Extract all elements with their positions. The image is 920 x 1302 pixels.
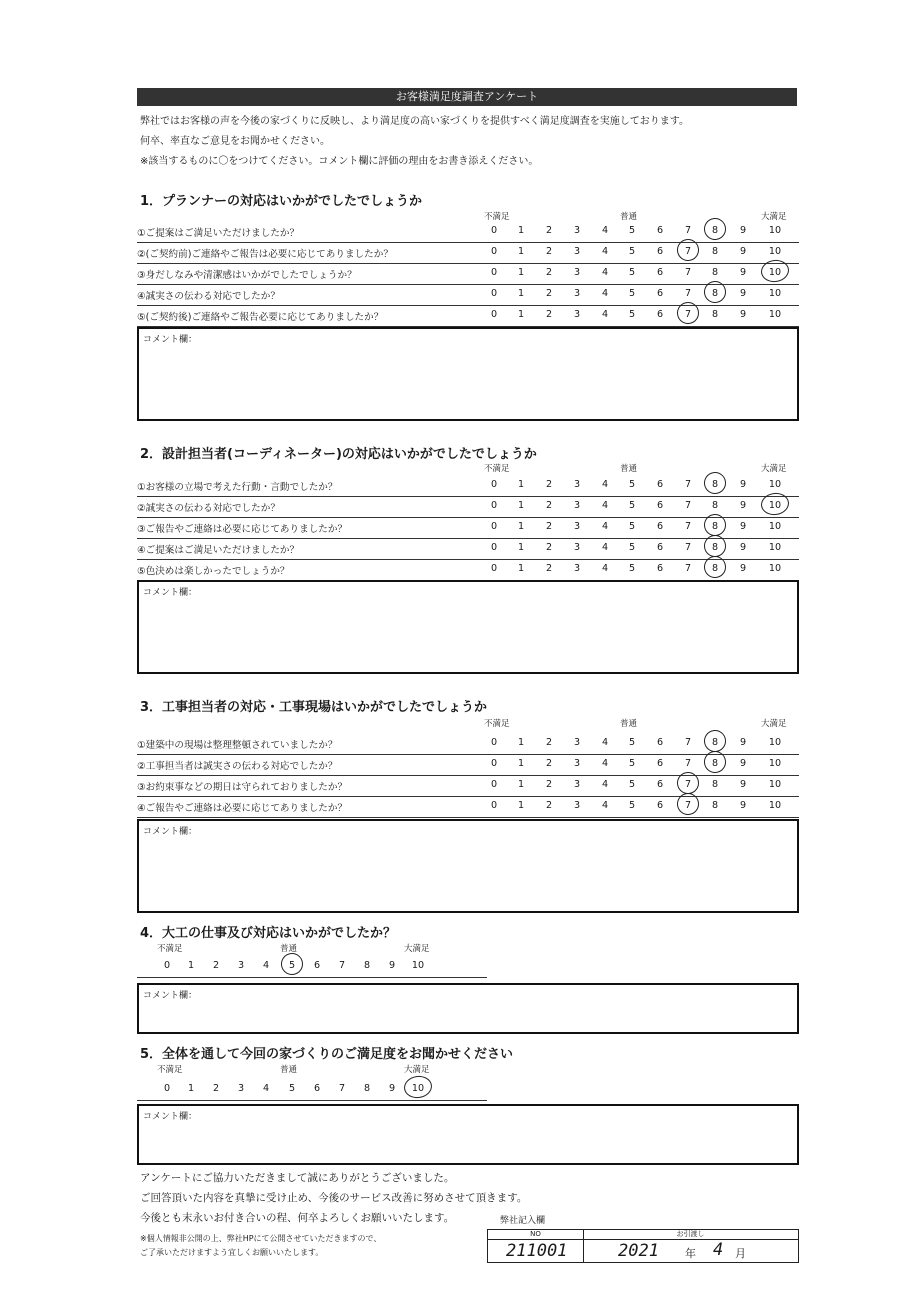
scale-option-4[interactable]: 4 [601,267,609,278]
comment-box[interactable] [137,327,799,421]
question-text: ④誠実さの伝わる対応でしたか？ [137,291,280,302]
scale-option-2[interactable]: 2 [545,542,553,553]
scale-option-7[interactable]: 7 [684,542,692,553]
scale-option-9[interactable]: 9 [739,500,747,511]
scale-option-0[interactable]: 0 [490,737,498,748]
scale-option-7[interactable]: 7 [684,563,692,574]
scale-option-0[interactable]: 0 [490,542,498,553]
scale-option-8[interactable]: 8 [711,542,719,553]
scale-option-3[interactable]: 3 [573,521,581,532]
rating-row [137,957,487,978]
scale-option-9[interactable]: 9 [739,479,747,490]
question-row [137,285,799,306]
scale-option-9[interactable]: 9 [739,267,747,278]
scale-option-7[interactable]: 7 [684,246,692,257]
scale-option-10[interactable]: 10 [768,800,782,811]
comment-label: コメント欄： [143,991,198,1001]
scale-option-4[interactable]: 4 [601,800,609,811]
scale-option-3[interactable]: 3 [573,779,581,790]
comment-label: コメント欄： [143,335,198,345]
scale-option-9[interactable]: 9 [739,288,747,299]
scale-option-8[interactable]: 8 [711,779,719,790]
intro-line-2: 何卒、率直なご意見をお聞かせください。 [140,136,330,147]
question-row [137,734,799,755]
scale-option-0[interactable]: 0 [490,563,498,574]
scale-option-4[interactable]: 4 [601,779,609,790]
scale-option-7[interactable]: 7 [684,800,692,811]
scale-option-5[interactable]: 5 [288,960,296,971]
scale-option-6[interactable]: 6 [656,563,664,574]
question-text: ⑤(ご契約後)ご連絡やご報告必要に応じてありましたか？ [137,312,384,323]
question-text: ④ご報告やご連絡は必要に応じてありましたか？ [137,803,348,814]
scale-option-10[interactable]: 10 [768,500,782,511]
scale-label-mid: 普通 [620,212,638,222]
scale-option-5[interactable]: 5 [628,542,636,553]
scale-option-1[interactable]: 1 [517,779,525,790]
question-row [137,560,799,581]
scale-option-4[interactable]: 4 [601,246,609,257]
privacy-note-1: ※個人情報非公開の上、弊社HPにて公開させていただきますので、 [140,1234,382,1243]
scale-option-6[interactable]: 6 [656,542,664,553]
scale-option-4[interactable]: 4 [262,1083,270,1094]
office-year-unit: 年 [685,1247,696,1260]
scale-option-7[interactable]: 7 [684,267,692,278]
scale-option-1[interactable]: 1 [517,500,525,511]
scale-option-4[interactable]: 4 [601,758,609,769]
comment-box[interactable] [137,1104,799,1165]
scale-option-1[interactable]: 1 [187,1083,195,1094]
selected-answer-circle [403,1074,434,1100]
section-heading: 5．全体を通して今回の家づくりのご満足度をお聞かせください [140,1047,514,1062]
scale-option-3[interactable]: 3 [573,309,581,320]
scale-option-10[interactable]: 10 [768,737,782,748]
scale-option-0[interactable]: 0 [490,758,498,769]
scale-label-high: 大満足 [404,1065,430,1075]
section-heading: 3．工事担当者の対応・工事現場はいかがでしたでしょうか [140,700,488,715]
scale-option-3[interactable]: 3 [237,960,245,971]
scale-option-10[interactable]: 10 [768,758,782,769]
scale-option-2[interactable]: 2 [545,246,553,257]
footer-commitment: ご回答頂いた内容を真摯に受け止め、今後のサービス改善に努めさせて頂きます。 [140,1192,528,1204]
scale-option-5[interactable]: 5 [628,309,636,320]
section-heading: 2．設計担当者(コーディネーター)の対応はいかがでしたでしょうか [140,447,537,462]
scale-option-5[interactable]: 5 [628,563,636,574]
scale-option-7[interactable]: 7 [684,737,692,748]
scale-option-3[interactable]: 3 [573,246,581,257]
scale-option-3[interactable]: 3 [573,288,581,299]
scale-option-3[interactable]: 3 [573,267,581,278]
scale-option-0[interactable]: 0 [490,521,498,532]
scale-option-4[interactable]: 4 [601,288,609,299]
scale-option-7[interactable]: 7 [684,758,692,769]
scale-option-1[interactable]: 1 [517,800,525,811]
scale-option-5[interactable]: 5 [628,800,636,811]
scale-option-8[interactable]: 8 [711,246,719,257]
scale-option-0[interactable]: 0 [163,1083,171,1094]
question-text: ②誠実さの伝わる対応でしたか？ [137,503,280,514]
scale-option-6[interactable]: 6 [656,246,664,257]
scale-option-1[interactable]: 1 [517,288,525,299]
question-row [137,264,799,285]
scale-option-5[interactable]: 5 [628,500,636,511]
scale-option-1[interactable]: 1 [187,960,195,971]
scale-option-10[interactable]: 10 [768,267,782,278]
scale-option-2[interactable]: 2 [545,758,553,769]
scale-option-0[interactable]: 0 [490,500,498,511]
scale-option-1[interactable]: 1 [517,309,525,320]
scale-label-high: 大満足 [761,464,787,474]
scale-option-7[interactable]: 7 [684,779,692,790]
question-row [137,755,799,776]
scale-option-1[interactable]: 1 [517,521,525,532]
scale-option-3[interactable]: 3 [573,758,581,769]
question-row [137,306,799,327]
scale-option-8[interactable]: 8 [711,521,719,532]
office-no-header: NO [488,1230,584,1240]
comment-label: コメント欄： [143,588,198,598]
scale-option-0[interactable]: 0 [490,225,498,236]
scale-option-1[interactable]: 1 [517,542,525,553]
scale-option-3[interactable]: 3 [573,563,581,574]
scale-option-2[interactable]: 2 [545,479,553,490]
intro-line-1: 弊社ではお客様の声を今後の家づくりに反映し、より満足度の高い家づくりを提供すべく満足度調査を実施しております。 [140,116,689,127]
scale-option-8[interactable]: 8 [711,500,719,511]
scale-option-10[interactable]: 10 [768,225,782,236]
office-no-value: 211001 [506,1241,568,1261]
survey-title: お客様満足度調査アンケート [137,88,797,106]
scale-option-6[interactable]: 6 [656,267,664,278]
scale-label-mid: 普通 [280,1065,298,1075]
scale-option-8[interactable]: 8 [711,288,719,299]
scale-option-8[interactable]: 8 [711,563,719,574]
question-row [137,776,799,797]
scale-option-0[interactable]: 0 [490,779,498,790]
question-row [137,797,799,818]
scale-option-3[interactable]: 3 [573,479,581,490]
scale-option-8[interactable]: 8 [363,960,371,971]
scale-option-6[interactable]: 6 [656,479,664,490]
scale-option-10[interactable]: 10 [768,521,782,532]
comment-box[interactable] [137,819,799,913]
scale-option-6[interactable]: 6 [656,309,664,320]
question-text: ①ご提案はご満足いただけましたか？ [137,228,300,239]
scale-option-7[interactable]: 7 [684,500,692,511]
scale-option-2[interactable]: 2 [545,500,553,511]
scale-option-1[interactable]: 1 [517,479,525,490]
scale-option-9[interactable]: 9 [739,521,747,532]
privacy-note-2: ご了承いただけますよう宜しくお願いいたします。 [140,1248,324,1257]
scale-label-mid: 普通 [280,944,298,954]
question-text: ②工事担当者は誠実さの伝わる対応でしたか？ [137,761,338,772]
scale-option-9[interactable]: 9 [739,309,747,320]
office-handover-header: お引渡し [583,1230,798,1240]
scale-option-6[interactable]: 6 [656,288,664,299]
scale-label-mid: 普通 [620,719,638,729]
scale-option-3[interactable]: 3 [573,225,581,236]
scale-option-10[interactable]: 10 [768,542,782,553]
office-use-label: 弊社記入欄 [500,1216,546,1226]
question-row [137,539,799,560]
scale-option-9[interactable]: 9 [739,225,747,236]
question-text: ②(ご契約前)ご連絡やご報告は必要に応じてありましたか？ [137,249,393,260]
scale-option-5[interactable]: 5 [628,246,636,257]
scale-option-6[interactable]: 6 [656,225,664,236]
scale-option-6[interactable]: 6 [313,1083,321,1094]
office-year-value: 2021 [618,1241,659,1261]
scale-option-9[interactable]: 9 [388,1083,396,1094]
question-text: ③身だしなみや清潔感はいかがでしたでしょうか？ [137,270,357,281]
scale-option-2[interactable]: 2 [212,1083,220,1094]
scale-option-5[interactable]: 5 [628,225,636,236]
scale-option-3[interactable]: 3 [573,500,581,511]
scale-option-10[interactable]: 10 [411,1083,425,1094]
selected-answer-circle [703,471,728,496]
scale-label-low: 不満足 [484,464,510,474]
question-row [137,518,799,539]
scale-option-0[interactable]: 0 [490,246,498,257]
scale-option-6[interactable]: 6 [656,779,664,790]
rating-row [137,1080,487,1101]
scale-option-5[interactable]: 5 [628,737,636,748]
scale-option-0[interactable]: 0 [163,960,171,971]
question-row [137,222,799,243]
scale-option-8[interactable]: 8 [711,479,719,490]
scale-option-0[interactable]: 0 [490,800,498,811]
footer-thanks: アンケートにご協力いただきまして誠にありがとうございました。 [140,1172,455,1184]
scale-option-1[interactable]: 1 [517,267,525,278]
scale-option-1[interactable]: 1 [517,737,525,748]
question-row [137,497,799,518]
comment-label: コメント欄： [143,1112,198,1122]
question-text: ⑤色決めは楽しかったでしょうか？ [137,566,290,577]
scale-option-8[interactable]: 8 [711,737,719,748]
scale-option-9[interactable]: 9 [739,737,747,748]
scale-option-6[interactable]: 6 [313,960,321,971]
scale-option-10[interactable]: 10 [768,563,782,574]
scale-option-5[interactable]: 5 [628,521,636,532]
office-month-unit: 月 [735,1247,746,1260]
scale-option-8[interactable]: 8 [711,800,719,811]
office-month-value: 4 [713,1240,724,1260]
scale-option-7[interactable]: 7 [684,288,692,299]
scale-option-3[interactable]: 3 [573,737,581,748]
scale-option-2[interactable]: 2 [545,521,553,532]
scale-option-2[interactable]: 2 [212,960,220,971]
scale-option-5[interactable]: 5 [628,758,636,769]
scale-option-4[interactable]: 4 [601,479,609,490]
scale-option-4[interactable]: 4 [601,737,609,748]
question-text: ①建築中の現場は整理整頓されていましたか？ [137,740,338,751]
scale-option-4[interactable]: 4 [601,500,609,511]
scale-option-9[interactable]: 9 [739,800,747,811]
scale-option-4[interactable]: 4 [601,521,609,532]
scale-option-9[interactable]: 9 [739,246,747,257]
scale-option-5[interactable]: 5 [628,779,636,790]
intro-line-3: ※該当するものに〇をつけてください。コメント欄に評価の理由をお書き添えください。 [140,156,539,167]
scale-option-7[interactable]: 7 [338,960,346,971]
scale-option-10[interactable]: 10 [768,779,782,790]
scale-option-2[interactable]: 2 [545,779,553,790]
question-row [137,476,799,497]
scale-option-0[interactable]: 0 [490,288,498,299]
scale-option-1[interactable]: 1 [517,246,525,257]
comment-label: コメント欄： [143,827,198,837]
scale-option-6[interactable]: 6 [656,758,664,769]
scale-option-2[interactable]: 2 [545,288,553,299]
scale-option-4[interactable]: 4 [262,960,270,971]
selected-answer-circle [703,729,728,754]
scale-option-3[interactable]: 3 [573,542,581,553]
scale-option-0[interactable]: 0 [490,479,498,490]
scale-option-6[interactable]: 6 [656,737,664,748]
scale-label-high: 大満足 [761,719,787,729]
scale-option-7[interactable]: 7 [684,479,692,490]
scale-option-5[interactable]: 5 [628,288,636,299]
comment-box[interactable] [137,580,799,674]
footer-regards: 今後とも末永いお付き合いの程、何卒よろしくお願いいたします。 [140,1212,455,1224]
scale-option-2[interactable]: 2 [545,309,553,320]
scale-option-3[interactable]: 3 [573,800,581,811]
scale-option-8[interactable]: 8 [711,267,719,278]
scale-option-9[interactable]: 9 [739,779,747,790]
office-use-table [487,1229,799,1263]
question-text: ①お客様の立場で考えた行動・言動でしたか？ [137,482,338,493]
scale-option-2[interactable]: 2 [545,267,553,278]
scale-option-10[interactable]: 10 [768,246,782,257]
scale-option-7[interactable]: 7 [338,1083,346,1094]
scale-option-2[interactable]: 2 [545,737,553,748]
scale-option-9[interactable]: 9 [739,542,747,553]
scale-label-low: 不満足 [484,719,510,729]
scale-option-5[interactable]: 5 [628,267,636,278]
section-heading: 4．大工の仕事及び対応はいかがでしたか？ [140,926,397,941]
scale-option-4[interactable]: 4 [601,542,609,553]
question-row [137,243,799,264]
scale-option-6[interactable]: 6 [656,500,664,511]
scale-option-3[interactable]: 3 [237,1083,245,1094]
scale-option-7[interactable]: 7 [684,521,692,532]
scale-option-6[interactable]: 6 [656,800,664,811]
section-heading: 1．プランナーの対応はいかがでしたでしょうか [140,194,423,209]
scale-option-8[interactable]: 8 [711,758,719,769]
scale-option-2[interactable]: 2 [545,225,553,236]
scale-option-9[interactable]: 9 [388,960,396,971]
scale-option-10[interactable]: 10 [768,479,782,490]
question-text: ③お約束事などの期日は守られておりましたか？ [137,782,348,793]
scale-option-8[interactable]: 8 [711,309,719,320]
question-text: ④ご提案はご満足いただけましたか？ [137,545,300,556]
scale-option-7[interactable]: 7 [684,225,692,236]
scale-option-5[interactable]: 5 [288,1083,296,1094]
scale-option-10[interactable]: 10 [411,960,425,971]
scale-option-2[interactable]: 2 [545,563,553,574]
scale-label-high: 大満足 [761,212,787,222]
scale-option-8[interactable]: 8 [363,1083,371,1094]
scale-option-1[interactable]: 1 [517,758,525,769]
scale-option-4[interactable]: 4 [601,225,609,236]
scale-option-10[interactable]: 10 [768,309,782,320]
scale-option-1[interactable]: 1 [517,563,525,574]
scale-label-low: 不満足 [157,1065,183,1075]
scale-option-5[interactable]: 5 [628,479,636,490]
scale-option-4[interactable]: 4 [601,563,609,574]
scale-option-0[interactable]: 0 [490,267,498,278]
scale-option-9[interactable]: 9 [739,758,747,769]
selected-answer-circle [280,952,305,977]
comment-box[interactable] [137,983,799,1034]
scale-option-10[interactable]: 10 [768,288,782,299]
scale-option-1[interactable]: 1 [517,225,525,236]
scale-option-4[interactable]: 4 [601,309,609,320]
scale-option-0[interactable]: 0 [490,309,498,320]
scale-option-8[interactable]: 8 [711,225,719,236]
question-text: ③ご報告やご連絡は必要に応じてありましたか？ [137,524,348,535]
scale-option-2[interactable]: 2 [545,800,553,811]
scale-option-9[interactable]: 9 [739,563,747,574]
scale-option-7[interactable]: 7 [684,309,692,320]
scale-label-low: 不満足 [484,212,510,222]
scale-label-high: 大満足 [404,944,430,954]
selected-answer-circle [703,217,728,242]
scale-option-6[interactable]: 6 [656,521,664,532]
scale-label-mid: 普通 [620,464,638,474]
scale-label-low: 不満足 [157,944,183,954]
